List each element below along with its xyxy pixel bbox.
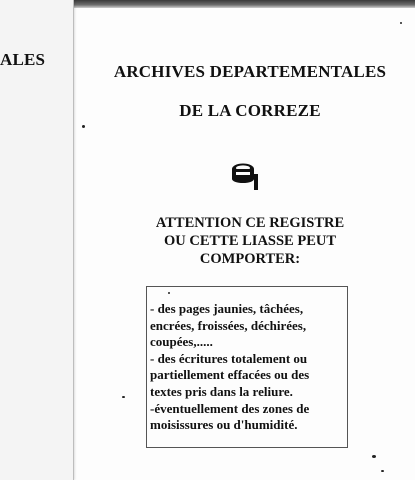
scan-speck bbox=[122, 396, 125, 398]
archive-emblem-icon bbox=[228, 160, 264, 192]
scan-speck bbox=[400, 22, 402, 24]
notice-line: moisissures ou d'humidité. bbox=[150, 417, 298, 433]
header-archives-title: ARCHIVES DEPARTEMENTALES bbox=[113, 62, 387, 81]
underlying-page-edge bbox=[0, 0, 74, 480]
warning-line: COMPORTER: bbox=[199, 251, 301, 267]
notice-line: coupées,..... bbox=[150, 334, 213, 350]
notice-text bbox=[150, 301, 350, 434]
notice-line: partiellement effacées ou des bbox=[150, 367, 310, 383]
notice-line: -éventuellement des zones de bbox=[150, 400, 310, 416]
header-department-title: DE LA CORREZE bbox=[179, 101, 321, 120]
warning-heading bbox=[110, 214, 390, 268]
scan-speck bbox=[168, 292, 170, 294]
notice-line: - des pages jaunies, tâchées, bbox=[150, 301, 304, 316]
scan-speck bbox=[381, 470, 384, 472]
notice-line: encrées, froissées, déchirées, bbox=[150, 317, 307, 333]
underlying-page-text: ALES bbox=[0, 50, 46, 69]
warning-line: ATTENTION CE REGISTRE bbox=[155, 215, 345, 231]
scan-speck bbox=[82, 125, 85, 128]
notice-line: - des écritures totalement ou bbox=[150, 350, 308, 366]
notice-line: textes pris dans la reliure. bbox=[150, 383, 293, 399]
scan-speck bbox=[372, 455, 376, 458]
warning-line: OU CETTE LIASSE PEUT bbox=[163, 233, 337, 249]
